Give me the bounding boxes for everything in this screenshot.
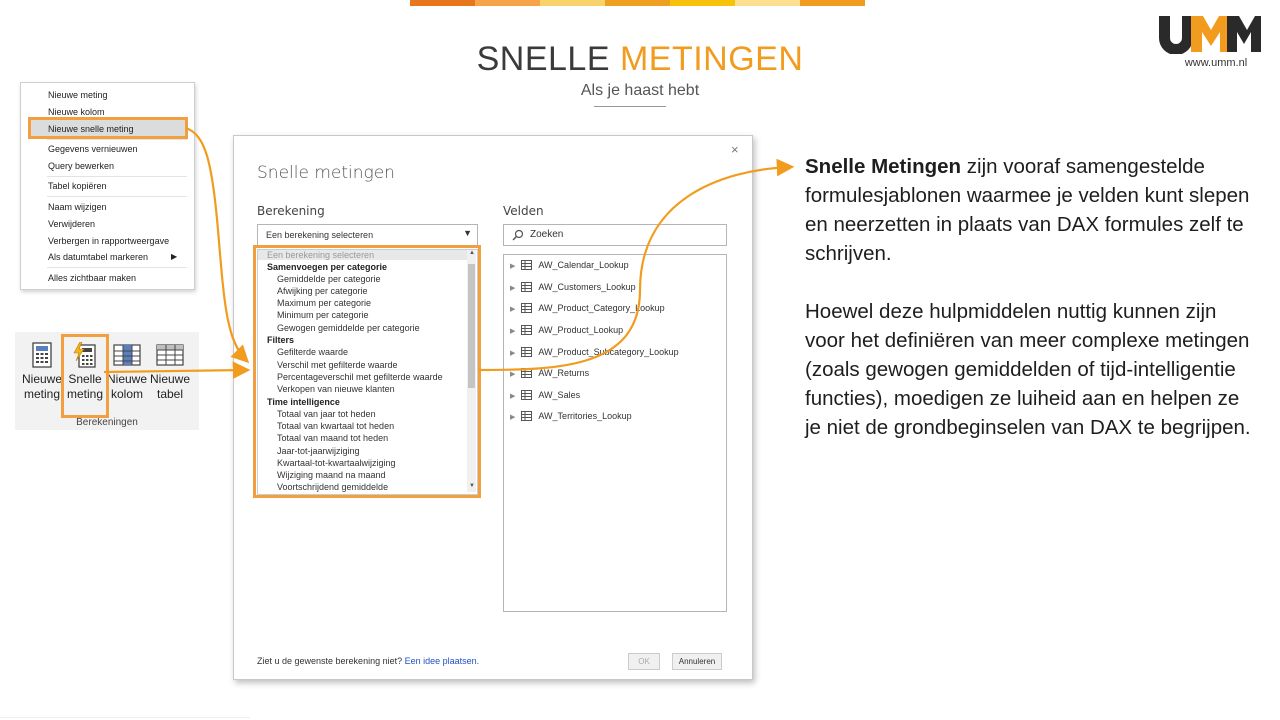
expand-icon: ▶: [510, 350, 516, 357]
description-bold: Snelle Metingen: [805, 155, 962, 178]
calculation-dropdown[interactable]: [257, 224, 478, 246]
field-table-item[interactable]: ▶ AW_Sales: [510, 390, 581, 400]
website-url: www.umm.nl: [1184, 57, 1248, 69]
menu-item-edit-query[interactable]: Query bewerken: [48, 161, 115, 171]
scroll-down-icon[interactable]: ▼: [469, 483, 475, 489]
list-item[interactable]: Totaal van jaar tot heden: [277, 409, 376, 419]
highlight-box-ribbon: [61, 334, 109, 418]
list-item[interactable]: Afwijking per categorie: [277, 286, 368, 296]
dialog-footer-text: [257, 656, 479, 666]
menu-item-new-quick-measure[interactable]: Nieuwe snelle meting: [48, 124, 134, 134]
quick-measure-label-1: Snelle: [68, 372, 102, 386]
list-item[interactable]: Minimum per categorie: [277, 310, 369, 320]
description-paragraph-1: [805, 152, 1255, 268]
expand-icon: ▶: [510, 371, 516, 378]
list-item[interactable]: Gewogen gemiddelde per categorie: [277, 323, 420, 333]
page-subtitle: Als je haast hebt: [580, 82, 700, 99]
table-icon: [521, 411, 532, 421]
table-icon: [521, 260, 532, 270]
expand-icon: ▶: [510, 263, 516, 270]
menu-separator: [47, 176, 187, 177]
new-measure-button[interactable]: [20, 342, 64, 402]
menu-item-mark-date-table[interactable]: Als datumtabel markeren: [48, 252, 149, 262]
table-icon: [521, 390, 532, 400]
list-item[interactable]: Verschil met gefilterde waarde: [277, 360, 398, 370]
list-item[interactable]: Kwartaal-tot-kwartaalwijziging: [277, 458, 396, 468]
table-icon: [521, 282, 532, 292]
fields-tree: [503, 254, 727, 612]
bottom-divider: [0, 717, 250, 718]
search-placeholder: Zoeken: [530, 229, 564, 240]
close-icon[interactable]: ×: [731, 142, 739, 157]
search-icon: [512, 229, 524, 241]
new-measure-label-2: meting: [23, 387, 61, 401]
expand-icon: ▶: [510, 306, 516, 313]
field-table-item[interactable]: ▶ AW_Product_Lookup: [510, 325, 624, 335]
field-table-item[interactable]: ▶ AW_Product_Category_Lookup: [510, 303, 665, 313]
field-table-item[interactable]: ▶ AW_Product_Subcategory_Lookup: [510, 347, 679, 357]
expand-icon: ▶: [510, 393, 516, 400]
list-item[interactable]: Gefilterde waarde: [277, 347, 349, 357]
calculation-label: Berekening: [257, 204, 325, 218]
ribbon-group-label: Berekeningen: [76, 417, 138, 428]
expand-icon: ▶: [510, 414, 516, 421]
menu-separator: [47, 196, 187, 197]
subtitle-underline: [594, 106, 666, 107]
highlight-box-list: [253, 245, 481, 498]
description-paragraph-2: Hoewel deze hulpmiddelen nuttig kunnen zijn voor het definiëren van meer complexe metingen (zoals gewogen gemiddelden of tijd-intelligentie functies), moedigen ze luiheid aan en helpen ze je niet de grondbeginselen van DAX te begrijpen.: [805, 300, 1251, 439]
menu-item-refresh-data[interactable]: Gegevens vernieuwen: [48, 144, 138, 154]
dropdown-value: Een berekening selecteren: [266, 230, 374, 240]
menu-item-new-measure[interactable]: Nieuwe meting: [48, 90, 108, 100]
list-item[interactable]: Totaal van kwartaal tot heden: [277, 421, 395, 431]
menu-item-new-column[interactable]: Nieuwe kolom: [48, 107, 105, 117]
new-table-label-2: tabel: [156, 387, 184, 401]
expand-icon: ▶: [510, 328, 516, 335]
description-text: [805, 152, 1255, 471]
new-column-button[interactable]: [105, 342, 149, 402]
page-title: SNELLE METINGEN: [476, 40, 804, 78]
scroll-up-icon[interactable]: ▲: [469, 250, 475, 256]
menu-item-copy-table[interactable]: Tabel kopiëren: [48, 181, 107, 191]
field-table-item[interactable]: ▶ AW_Returns: [510, 368, 590, 378]
cancel-button[interactable]: Annuleren: [672, 653, 722, 670]
dialog-title: Snelle metingen: [257, 163, 395, 183]
list-item[interactable]: Maximum per categorie: [277, 298, 372, 308]
highlight-box-menu: [28, 117, 188, 139]
top-color-stripe: [410, 0, 865, 6]
list-item[interactable]: Verkopen van nieuwe klanten: [277, 384, 395, 394]
context-menu: [20, 82, 195, 290]
footer-question: Ziet u de gewenste berekening niet?: [257, 656, 405, 666]
list-item[interactable]: Percentageverschil met gefilterde waarde: [277, 372, 443, 382]
new-column-label-1: Nieuwe: [106, 372, 148, 386]
table-icon: [156, 342, 184, 368]
menu-item-delete[interactable]: Verwijderen: [48, 219, 96, 229]
list-item[interactable]: Totaal van maand tot heden: [277, 433, 389, 443]
fields-search-input[interactable]: [503, 224, 727, 246]
new-measure-label-1: Nieuwe: [21, 372, 63, 386]
new-column-label-2: kolom: [110, 387, 143, 401]
list-item[interactable]: Jaar-tot-jaarwijziging: [277, 446, 360, 456]
menu-item-rename[interactable]: Naam wijzigen: [48, 202, 107, 212]
menu-item-unhide-all: Alles zichtbaar maken: [48, 273, 137, 283]
menu-item-hide-in-report[interactable]: Verbergen in rapportweergave: [48, 236, 170, 246]
field-table-item[interactable]: ▶ AW_Territories_Lookup: [510, 411, 632, 421]
table-icon: [521, 368, 532, 378]
list-item[interactable]: Wijziging maand na maand: [277, 470, 386, 480]
calculator-icon: [32, 342, 52, 368]
fields-label: Velden: [503, 204, 544, 218]
new-table-button[interactable]: [148, 342, 192, 402]
list-placeholder[interactable]: Een berekening selecteren: [258, 250, 467, 260]
submenu-arrow-icon: ▶: [171, 252, 178, 261]
field-table-item[interactable]: ▶ AW_Customers_Lookup: [510, 282, 636, 292]
table-icon: [521, 303, 532, 313]
menu-separator: [47, 267, 187, 268]
list-item[interactable]: Gemiddelde per categorie: [277, 274, 381, 284]
chevron-down-icon: ▼: [463, 228, 472, 238]
table-icon: [521, 347, 532, 357]
ok-button[interactable]: OK: [628, 653, 660, 670]
list-item[interactable]: Voortschrijdend gemiddelde: [277, 482, 389, 492]
column-icon: [113, 342, 141, 368]
expand-icon: ▶: [510, 285, 516, 292]
menu-separator: [47, 139, 187, 140]
new-table-label-1: Nieuwe: [149, 372, 191, 386]
suggest-idea-link[interactable]: Een idee plaatsen.: [404, 656, 480, 666]
table-icon: [521, 325, 532, 335]
list-group-header: Samenvoegen per categorie: [267, 262, 388, 272]
quick-measure-label-2: meting: [66, 387, 104, 401]
field-table-item[interactable]: ▶ AW_Calendar_Lookup: [510, 260, 629, 270]
list-group-header: Filters: [267, 335, 295, 345]
list-group-header: Time intelligence: [267, 397, 340, 407]
description-rest: zijn vooraf samengestelde formulesjablonen waarmee je velden kunt slepen en neerzetten in plaats van DAX formules zelf te schrijven.: [805, 155, 1250, 265]
umm-logo: [1157, 14, 1263, 54]
